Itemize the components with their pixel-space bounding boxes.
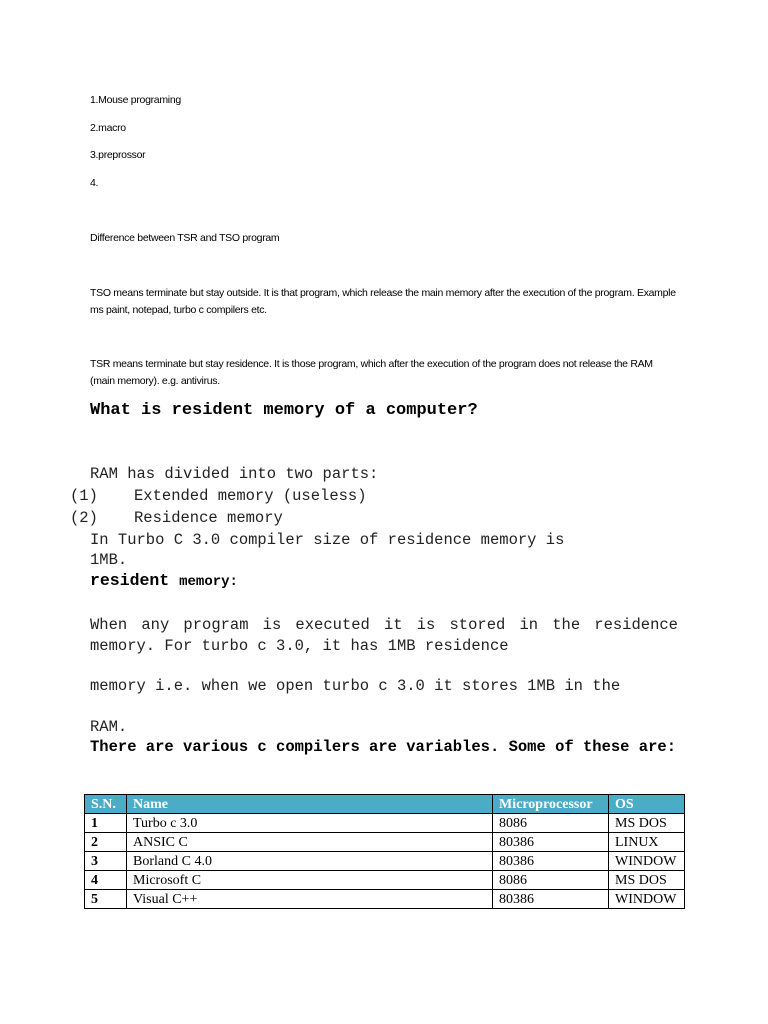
resident-paragraph: When any program is executed it is stored in the residence memory. For turbo c 3.0, it has 1MB residence xyxy=(90,616,678,655)
cell-microprocessor: 80386 xyxy=(493,852,609,871)
table-row xyxy=(85,833,685,852)
cell-name: Borland C 4.0 xyxy=(127,852,493,871)
cell-os: WINDOW xyxy=(609,852,685,871)
cell-sn: 1 xyxy=(85,814,127,833)
difference-heading: Difference between TSR and TSO program xyxy=(90,232,280,244)
resident-heading-small: memory: xyxy=(179,574,238,590)
table-row xyxy=(85,890,685,909)
cell-os: MS DOS xyxy=(609,814,685,833)
compilers-intro: There are various c compilers are variables. Some of these are: xyxy=(90,738,676,756)
turbo-line-2: 1MB. xyxy=(90,551,128,569)
cell-name: ANSIC C xyxy=(127,833,493,852)
question-heading: What is resident memory of a computer? xyxy=(90,401,478,420)
cell-name: Visual C++ xyxy=(127,890,493,909)
table-header-row xyxy=(85,795,685,814)
resident-heading xyxy=(90,571,238,590)
cell-os: LINUX xyxy=(609,833,685,852)
table-row xyxy=(85,814,685,833)
cell-microprocessor: 8086 xyxy=(493,814,609,833)
turbo-line-1: In Turbo C 3.0 compiler size of residence memory is xyxy=(90,531,565,549)
cell-sn: 3 xyxy=(85,852,127,871)
ram-part-1-text: Extended memory (useless) xyxy=(134,487,367,505)
table-row xyxy=(85,871,685,890)
table-row xyxy=(85,852,685,871)
header-microprocessor: Microprocessor xyxy=(493,795,609,814)
header-sn: S.N. xyxy=(85,795,127,814)
cell-sn: 4 xyxy=(85,871,127,890)
ram-part-1-number: (1) xyxy=(70,487,98,505)
ram-part-2-number: (2) xyxy=(70,509,98,527)
cell-os: MS DOS xyxy=(609,871,685,890)
tsr-paragraph: TSR means terminate but stay residence. It is those program, which after the execution of the program does not release the RAM (main memory). e.g. antivirus. xyxy=(90,358,653,387)
list-item: 2.macro xyxy=(90,122,126,134)
cell-microprocessor: 80386 xyxy=(493,890,609,909)
cell-sn: 2 xyxy=(85,833,127,852)
ram-intro: RAM has divided into two parts: xyxy=(90,465,379,483)
tso-paragraph: TSO means terminate but stay outside. It is that program, which release the main memory after the execution of the program. Example ms paint, notepad, turbo c compilers etc. xyxy=(90,287,676,316)
header-name: Name xyxy=(127,795,493,814)
ram-part-2-text: Residence memory xyxy=(134,509,283,527)
list-item: 4. xyxy=(90,177,99,189)
cell-microprocessor: 80386 xyxy=(493,833,609,852)
list-item: 1.Mouse programing xyxy=(90,94,181,106)
resident-paragraph-3: RAM. xyxy=(90,718,128,736)
compilers-table xyxy=(84,794,685,909)
cell-name: Turbo c 3.0 xyxy=(127,814,493,833)
cell-name: Microsoft C xyxy=(127,871,493,890)
resident-heading-main: resident xyxy=(90,571,170,590)
list-item: 3.preprossor xyxy=(90,149,146,161)
cell-os: WINDOW xyxy=(609,890,685,909)
cell-sn: 5 xyxy=(85,890,127,909)
resident-paragraph-2: memory i.e. when we open turbo c 3.0 it stores 1MB in the xyxy=(90,677,621,695)
cell-microprocessor: 8086 xyxy=(493,871,609,890)
header-os: OS xyxy=(609,795,685,814)
